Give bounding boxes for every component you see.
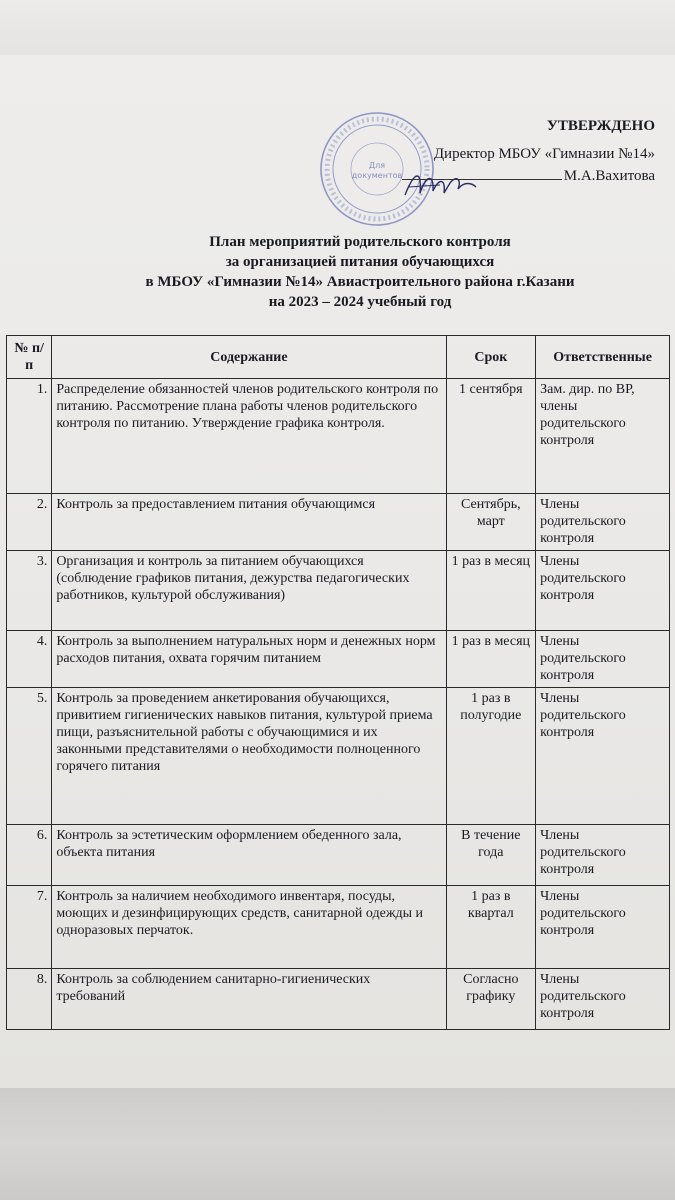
row-responsible: Члены родительского контроля	[536, 494, 670, 551]
row-content: Контроль за эстетическим оформлением обеденного зала, объекта питания	[52, 825, 446, 886]
row-responsible: Члены родительского контроля	[536, 825, 670, 886]
table-row	[7, 969, 670, 1030]
row-content: Распределение обязанностей членов родительского контроля по питанию. Рассмотрение плана работы членов родительского контроля по питанию. Утверждение графика контроля.	[52, 379, 446, 494]
document-title	[60, 232, 660, 312]
title-line-4: на 2023 – 2024 учебный год	[268, 294, 452, 310]
background-top	[0, 0, 675, 60]
approval-block	[402, 115, 655, 187]
row-responsible: Члены родительского контроля	[536, 551, 670, 631]
table-row	[7, 886, 670, 969]
row-content: Контроль за проведением анкетирования обучающихся, привитием гигиенических навыков питания, культурой приема пищи, разъяснительной работы с обучающимися и их законными представителями о необходимости полноценного горячего питания	[52, 688, 446, 825]
row-content: Контроль за предоставлением питания обучающимся	[52, 494, 446, 551]
row-responsible: Члены родительского контроля	[536, 886, 670, 969]
director-name: М.А.Вахитова	[563, 168, 655, 184]
approved-label: УТВЕРЖДЕНО	[546, 118, 655, 134]
table-header-row	[7, 336, 670, 379]
svg-text:Для: Для	[368, 161, 386, 170]
row-num: 7.	[7, 886, 52, 969]
row-num: 8.	[7, 969, 52, 1030]
row-content: Организация и контроль за питанием обучающихся (соблюдение графиков питания, дежурства педагогических работников, культурой обслуживания)	[52, 551, 446, 631]
row-content: Контроль за наличием необходимого инвентаря, посуды, моющих и дезинфицирующих средств, санитарной одежды и одноразовых перчаток.	[52, 886, 446, 969]
row-num: 6.	[7, 825, 52, 886]
header-content: Содержание	[52, 336, 446, 379]
table-row	[7, 631, 670, 688]
director-signature-line	[402, 165, 655, 187]
row-term: Сентябрь, март	[446, 494, 536, 551]
row-term: 1 раз в месяц	[446, 631, 536, 688]
row-num: 4.	[7, 631, 52, 688]
row-term: Согласно графику	[446, 969, 536, 1030]
row-content: Контроль за соблюдением санитарно-гигиенических требований	[52, 969, 446, 1030]
row-num: 2.	[7, 494, 52, 551]
row-responsible: Члены родительского контроля	[536, 969, 670, 1030]
row-term: 1 сентября	[446, 379, 536, 494]
header-term: Срок	[446, 336, 536, 379]
table-row	[7, 379, 670, 494]
row-responsible: Зам. дир. по ВР, члены родительского контроля	[536, 379, 670, 494]
row-responsible: Члены родительского контроля	[536, 688, 670, 825]
title-line-3: в МБОУ «Гимназии №14» Авиастроительного района г.Казани	[145, 274, 575, 290]
table-row	[7, 688, 670, 825]
row-num: 1.	[7, 379, 52, 494]
background-bottom	[0, 1088, 675, 1200]
svg-text:документов: документов	[351, 171, 403, 180]
signature-underline	[402, 165, 562, 180]
row-content: Контроль за выполнением натуральных норм и денежных норм расходов питания, охвата горячим питанием	[52, 631, 446, 688]
director-line: Директор МБОУ «Гимназии №14»	[433, 146, 655, 162]
header-num: № п/п	[7, 336, 52, 379]
table-row	[7, 825, 670, 886]
row-term: 1 раз в квартал	[446, 886, 536, 969]
row-num: 5.	[7, 688, 52, 825]
title-line-1: План мероприятий родительского контроля	[209, 234, 511, 250]
row-num: 3.	[7, 551, 52, 631]
row-responsible: Члены родительского контроля	[536, 631, 670, 688]
row-term: 1 раз в месяц	[446, 551, 536, 631]
table-row	[7, 551, 670, 631]
table-row	[7, 494, 670, 551]
title-line-2: за организацией питания обучающихся	[225, 254, 495, 270]
row-term: В течение года	[446, 825, 536, 886]
plan-table	[6, 335, 670, 1030]
header-responsible: Ответственные	[536, 336, 670, 379]
row-term: 1 раз в полугодие	[446, 688, 536, 825]
